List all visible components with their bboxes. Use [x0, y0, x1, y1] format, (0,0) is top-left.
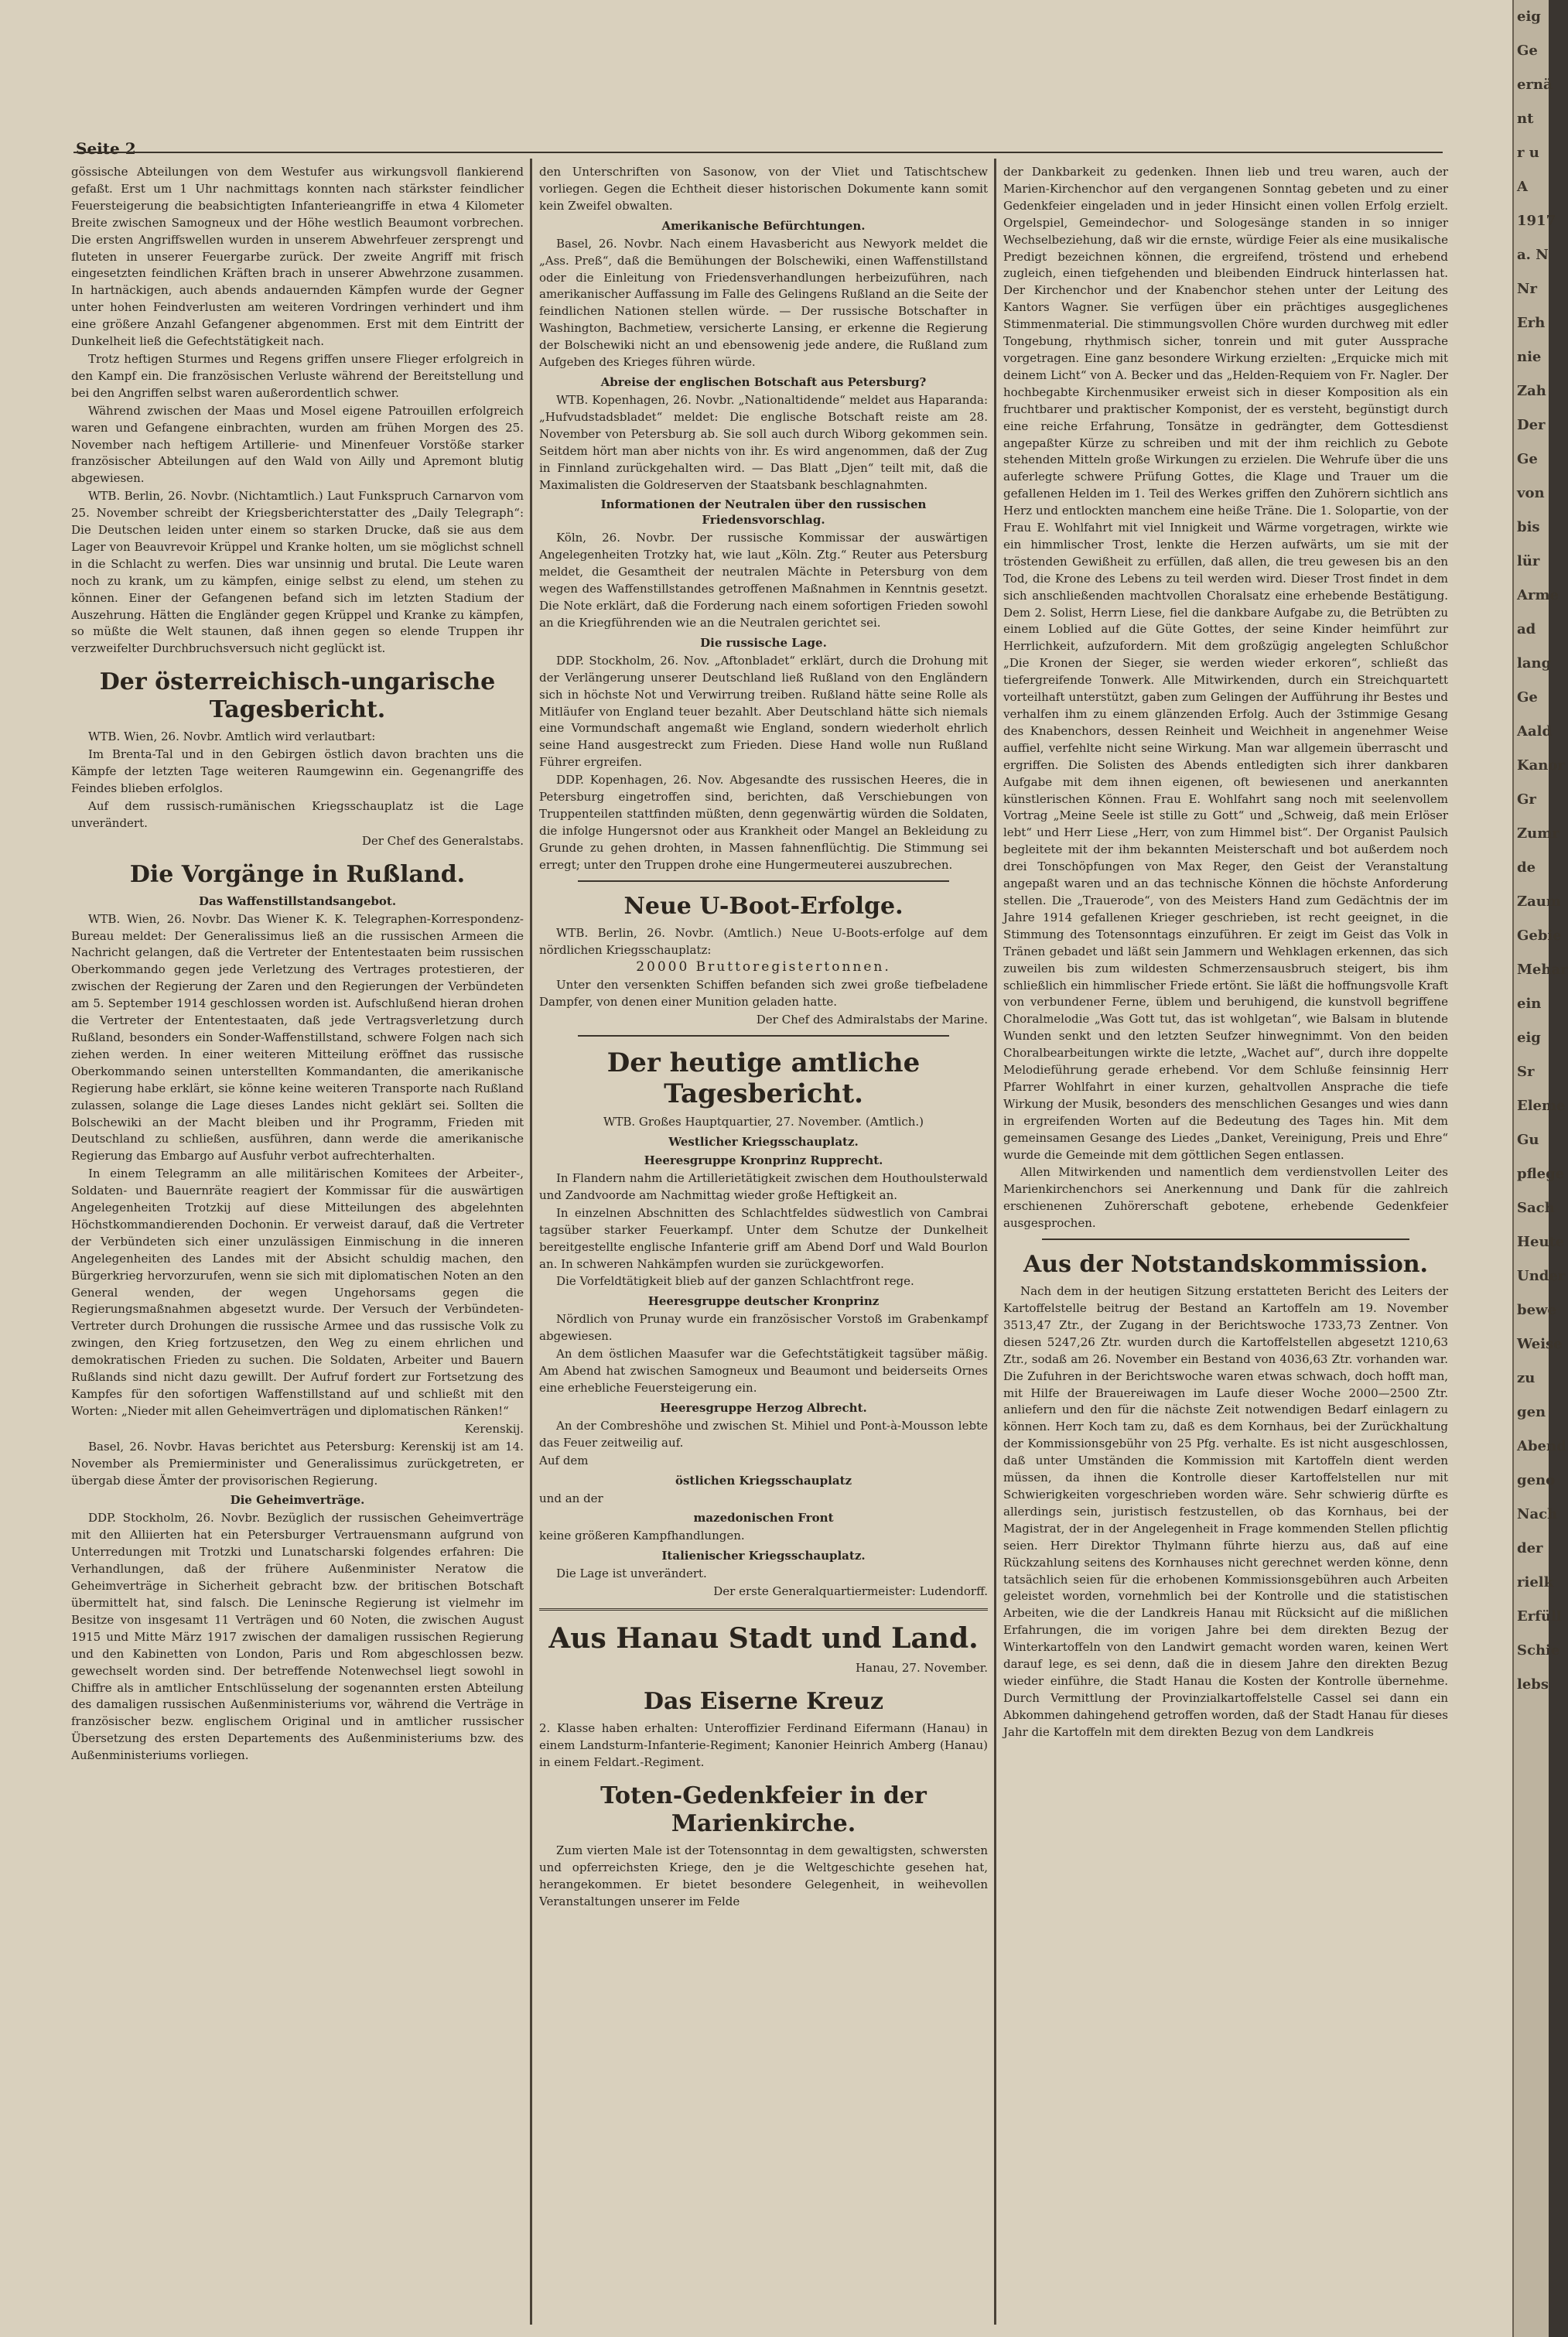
adjacent-page-fragment: lang [1517, 655, 1552, 671]
subheadline: mazedonischen Front [693, 1511, 834, 1526]
article-text: WTB. Wien, 26. Novbr. Amtlich wird verlautbart: [88, 729, 376, 744]
adjacent-page-fragment: ad [1517, 621, 1536, 637]
article-text: Zum vierten Male ist der Totensonntag in dem gewaltigsten, schwersten und opferreichsten Kriege, den je die Weltgeschichte gesehen hat, herangekommen. Er bietet besondere Gelegenheit, in weihevollen Veranstaltungen unserer im Felde [539, 1843, 988, 1908]
adjacent-page-fragment: lür [1517, 553, 1540, 569]
adjacent-page-fragment: nie [1517, 349, 1542, 365]
subheadline: Abreise der englischen Botschaft aus Petersburg? [600, 374, 927, 389]
adjacent-page-fragment: ernä [1517, 77, 1553, 93]
article-text: der Dankbarkeit zu gedenken. Ihnen lieb und treu waren, auch der Marien-Kirchenchor auf den vergangenen Sonntag gebeten und zu einer Gedenkfeier eingeladen und in jeder Hinsicht einen vollen Erfolg erzielt. Orgelspiel, Gemeindechor- und Sologesänge standen in so inniger Wechselbeziehung, daß wir die ernste, würdige Feier als eine musikalische Predigt bezeichnen können, die ergreifend, tröstend und erhebend zugleich, einen tiefgehenden und bleibenden Eindruck hinterlassen hat. Der Kirchenchor und der Knabenchor stehen unter der Leitung des Kantors Wagner. Sie verfügen über ein prächtiges ausgeglichenes Stimmenmaterial. Die stimmungsvollen Chöre wurden durchweg mit edler Tongebung, rhythmisch sicher, tonrein und mit guter Aussprache vorgetragen. Eine ganz besondere Wirkung erzielten: „Erquicke mich mit deinem Licht“ von A. Becker und das „Helden-Requiem von Fr. Nagler. Der hochbegabte Kirchenmusiker erweist sich in dieser Komposition als ein fruchtbarer und praktischer Komponist, der es versteht, begünstigt durch eine reiche Erfahrung, Tonsätze in gedrängter, dem Gottesdienst angepaßter Kürze zu schreiben und mit der ihm reichlich zu Gebote stehenden Mitteln große Wirkungen zu erzielen. Die Wehrufe über die uns auferlegte schwere Prüfung Gottes, die Klage und Trauer um die gefallenen Helden im 1. Teil des Werkes griffen den Zuhörern sichtlich ans Herz und entlockten manchem eine heiße Träne. Die 1. Solopartie, von der Frau E. Wohlfahrt mit viel Innigkeit und Wärme vorgetragen, wirkte wie ein himmlischer Trost, lenkte die Herzen aufwärts, um sie mit der tröstenden Gewißheit zu erfüllen, daß allen, die treu gewesen bis an den Tod, die Krone des Lebens zu teil werden wird. Dieser Trost findet in dem sich anschließenden machtvollen Choralsatz eine erhebende Bestätigung. Dem 2. Solist, Herrn Liese, fiel die dankbare Aufgabe zu, die Betrübten zu einem Loblied auf die Güte Gottes, der seine Kinder heimführt zur Herrlichkeit, aufzufordern. Mit dem großzügig angelegten Schlußchor „Die Kronen der Sieger, sie werden wieder erkoren“, schließt das tiefergreifende Tonwerk. Alle Mitwirkenden, durch ein Streichquartett vorteilhaft unterstützt, gaben zum Gelingen der Aufführung ihr Bestes und verhalfen ihm zu einem glänzenden Erfolg. Auch der 3stimmige Gesang des Knabenchors, dessen Reinheit und Weichheit in angenehmer Weise auffiel, verfehlte nicht seine Wirkung. Man war allgemein überrascht und ergriffen. Die Solisten des Abends entledigten sich ihrer dankbaren Aufgabe mit dem ihnen eigenen, oft bewiesenen und anerkannten künstlerischen Können. Frau E. Wohlfahrt sang noch mit seelenvollem Vortrag „Meine Seele ist stille zu Gott“ und „Schweig, daß mein Erlöser lebt“ und Herr Liese „Herr, von zum Himmel bist“. Der Organist Paulsich begleitete mit der ihm bekannten Meisterschaft und bot außerdem noch drei Tonschöpfungen von Max Reger, den Geist der Veranstaltung angepaßt waren und an das technische Können die höchste Anforderung stellen. Die „Trauerode“, von des Meisters Hand zum Gedächtnis der im Jahre 1914 gefallenen Krieger geschrieben, ist recht geeignet, in die Stimmung des Totensonntags einzuführen. Er zeigt im Geist das Volk in Tränen gebadet und läßt sein Jammern und Wehklagen erkennen, das sich zuweilen bis zum wildesten Schmerzensausbruch steigert, bis ihm schließlich ein himmlischer Friede ertönt. Sie läßt die hoffnungsvolle Kraft von verbundener Ferne, üblem und beruhigend, die kunstvoll begriffene Choralmelodie „Was Gott tut, das ist wohlgetan“, wie Balsam in blutende Wunden senkt und den letzten Seufzer hinwegnimmt. Von den beiden Choralbearbeitungen wirkte die letzte, „Wachet auf“, durch ihre doppelte Melodieführung gerade erhebend. Vor dem Schluße feinsinnig Herr Pfarrer Wohlfahrt in einer kurzen, gehaltvollen Ansprache die tiefe Wirkung der Musik, besonders des menschlichen Gesanges und wies dann in ergreifenden Worten auf die Bedeutung des Tages hin. Mit dem gemeinsamen Gesange des Liedes „Danket, Vereinigung, Preis und Ehre“ wurde die Gemeinde mit dem göttlichen Segen entlassen. [1003, 165, 1448, 1162]
section-rule [539, 1608, 988, 1611]
section-rule [1042, 1239, 1409, 1240]
adjacent-page-fragment: Nach [1517, 1506, 1558, 1522]
article-text: WTB. Berlin, 26. Novbr. (Amtlich.) Neue U-Boots-erfolge auf dem nördlichen Kriegsschauplatz: [539, 925, 988, 957]
adjacent-page-fragment: ein [1517, 996, 1542, 1012]
adjacent-page-fragment: Zaum [1517, 893, 1561, 910]
adjacent-page-fragment: r u [1517, 145, 1539, 161]
article-text: Nach dem in der heutigen Sitzung erstatteten Bericht des Leiters der Kartoffelstelle beitrug der Bestand an Kartoffeln am 19. November 3513,47 Ztr., der Zugang in der Berichtswoche 1733,73 Zentner. Von diesen 5247,26 Ztr. wurden durch die Kartoffelstellen abgesetzt 1210,63 Ztr., sodaß am 26. November ein Bestand von 4036,63 Ztr. vorhanden war. Die Zufuhren in der Berichtswoche waren etwas schwach, doch hofft man, mit Hilfe der Brauereiwagen im Laufe dieser Woche 2000—2500 Ztr. anliefern und den für die nächste Zeit notwendigen Bedarf einlagern zu können. Herr Koch tam zu, daß es dem Kornhaus, bei der Zurückhaltung der Kommissionsgebühr von 25 Pfg. verhalte. Es ist nicht ausgeschlossen, daß unter Umständen die Kommission mit Kartoffeln dient werden müssen, da ihnen die Kontrolle dieser Kartoffelstellen nur mit Schwierigkeiten vorgeschrieben worden wäre. Sehr schwierig dürfte es allerdings sein, juristisch festzustellen, ob das Kornhaus, bei der Magistrat, der in der Angelegenheit in Frage kommenden Stellen pflichtig seien. Herr Direktor Thylmann führte hierzu aus, daß auf eine Rückzahlung seitens des Kornhauses nicht gerechnet werden könne, denn tatsächlich seien für die erhobenen Kommissionsgebühren auch Arbeiten geleistet worden, vornehmlich bei der Kontrolle und die statistischen Arbeiten, wie die der Landkreis Hanau mit Rücksicht auf die mißlichen Erfahrungen, die im vorigen Jahre bei dem direkten Bezug der Winterkartoffeln von den Landwirt gemacht worden waren, keinen Wert darauf lege, es sei denn, daß die in diesem Jahre den direkten Bezug wieder einführe, die Stadt Hanau die Kosten der Kontrolle übernehme. Durch Vermittlung der Provinzialkartoffelstelle Cassel sei dann ein Abkommen dahingehend getroffen worden, daß der Stadt Hanau für dieses Jahr die Kartoffeln mit dem direkten Bezug von dem Landkreis [1003, 1284, 1448, 1739]
adjacent-page-fragment: Abend [1517, 1438, 1566, 1454]
article-text: Die Lage ist unverändert. [556, 1567, 707, 1581]
adjacent-page-fragment: Zumr [1517, 825, 1559, 842]
column-3 [1003, 164, 1448, 2330]
headline-daily-official-report: Der heutige amtliche Tagesbericht. [606, 1047, 921, 1110]
article-text: gössische Abteilungen von dem Westufer aus wirkungsvoll flankierend gefaßt. Erst um 1 Uhr nachmittags konnten nach stärkster feindlicher Feuersteigerung die beabsichtigten Infanterieangriffe in etwa 4 Kilometer Breite zwischen Samogneux und der Höhe westlich Beaumont vorbrechen. Die ersten Angriffswellen wurden in unserem Abwehrfeuer zersprengt und fluteten in unserer Feuergarbe zurück. Der zweite Angriff mit frisch eingesetzten feindlichen Kräften brach in unserer Abwehrzone zusammen. In hartnäckigen, auch abends andauernden Kämpfen wurde der Gegner unter hohen Feindverlusten am weiteren Vordringen verhindert und ihm eine größere Anzahl Gefangener abgenommen. Erst mit dem Eintritt der Dunkelheit ließ die Gefechtstätigkeit nach. [71, 165, 524, 349]
adjacent-page-fragment: von [1517, 485, 1545, 501]
article-text: Während zwischen der Maas und Mosel eigene Patrouillen erfolgreich waren und Gefangene einbrachten, wurden am frühen Morgen des 25. November nach heftigem Artillerie- und Minenfeuer Vorstöße starker französischer Abteilungen auf den Wald von Ailly und Apremont blutig abgewiesen. [71, 403, 524, 486]
article-text: In Flandern nahm die Artillerietätigkeit zwischen dem Houthoulsterwald und Zandvoorde am Nachmittag wieder große Heftigkeit an. [539, 1170, 988, 1202]
adjacent-page-fragment: Mehar [1517, 962, 1568, 978]
subheadline: östlichen Kriegsschauplatz [675, 1473, 852, 1488]
dateline: Hanau, 27. November. [856, 1661, 988, 1676]
subheadline: Die Geheimverträge. [230, 1493, 365, 1508]
adjacent-page-fragment: Der [1517, 417, 1546, 433]
adjacent-page-fragment: lebs [1517, 1676, 1549, 1693]
signature: Der Chef des Admiralstabs der Marine. [756, 1013, 988, 1027]
adjacent-page-fragment: Gr [1517, 791, 1536, 808]
article-text: Auf dem [539, 1453, 589, 1467]
adjacent-page-fragment: Gu [1517, 1132, 1539, 1148]
subheadline: Heeresgruppe deutscher Kronprinz [647, 1294, 880, 1309]
adjacent-page-fragment: Heute [1517, 1234, 1565, 1250]
adjacent-page-fragment: Under [1517, 1268, 1566, 1284]
subheadline: Westlicher Kriegsschauplatz. [668, 1134, 859, 1149]
adjacent-page-fragment: Ge [1517, 451, 1538, 467]
article-text: Basel, 26. Novbr. Nach einem Havasbericht aus Newyork meldet die „Ass. Preß“, daß die Bemühungen der Bolschewiki, einen Waffenstillstand oder die Einleitung von Friedensverhandlungen herbeizuführen, nach amerikanischer Auffassung im Falle des Gelingens Rußland an die Seite der feindlichen Nationen stellen würde. — Der russische Botschafter in Washington, Bachmetiew, versicherte Lansing, er erkenne die Regierung der Bolschewiki nicht an und ebensowenig jede andere, die Rußland zum Aufgeben des Krieges führen würde. [539, 236, 988, 370]
article-text: Unter den versenkten Schiffen befanden sich zwei große tiefbeladene Dampfer, von denen einer Munition geladen hatte. [539, 978, 988, 1010]
article-text: Köln, 26. Novbr. Der russische Kommissar der auswärtigen Angelegenheiten Trotzky hat, wie laut „Köln. Ztg.“ Reuter aus Petersburg meldet, die Gesamtheit der neutralen Mächte in Petersburg von dem wegen des Waffenstillstandes getroffenen Maßnahmen in Kenntnis gesetzt. Die Note erklärt, daß die Forderung nach einem sofortigen Frieden sowohl an die Kriegführenden wie an die Neutralen gerichtet sei. [539, 531, 988, 630]
subheadline: Heeresgruppe Kronprinz Rupprecht. [644, 1153, 883, 1167]
article-text: In einem Telegramm an alle militärischen Komitees der Arbeiter-, Soldaten- und Bauernräte reagiert der Kommissar für die auswärtigen Angelegenheiten Trotzkij auf diese Mitteilungen des abgelehnten Höchstkommandierenden Dochonin. Er verweist darauf, daß die Vertreter der Verbündeten sich einer unzulässigen Einmischung in die inneren Angelegenheiten des Landes mit der Absicht schuldig machen, den Bürgerkrieg hervorzurufen, wenn sie sich mit diplomatischen Noten an den General wenden, der wegen Ungehorsams gegen die Regierungsmaßnahmen abgesetzt wurde. Der Versuch der Verbündeten-Vertreter durch Drohungen die russische Armee und das russische Volk zu zwingen, den Krieg fortzusetzen, den Weg zu einem ehrlichen und demokratischen Frieden zu suchen. Die Soldaten, Arbeiter und Bauern Rußlands sind nicht dazu gewillt. Der Aufruf fordert zur Fortsetzung des Kampfes für den sofortigen Waffenstillstand auf und schließt mit den Worten: „Nieder mit allen Geheimverträgen und diplomatischen Ränken!“ [71, 1167, 524, 1418]
article-text: DDP. Stockholm, 26. Novbr. Bezüglich der russischen Geheimverträge mit den Alliierten hat ein Petersburger Vertrauensmann aufgrund von Unterredungen mit Trotzki und Lunatscharski folgendes erfahren: Die Verhandlungen, daß der frühere Außenminister Neratow die Geheimverträge in Sicherheit gebracht bzw. der britischen Botschaft übermittelt hat, sind falsch. Die Leninsche Regierung ist vielmehr im Besitze von insgesamt 11 Verträgen und 60 Noten, die zwischen August 1915 und Mitte März 1917 zwischen der damaligen russischen Regierung und den Kabinetten von London, Paris und Rom abgeschlossen bezw. gewechselt worden sind. Der betreffende Notenwechsel liegt sowohl in Chiffre als in amtlicher Entschlüsselung der sogenannten ersten Abteilung des damaligen russischen Außenministeriums vor, während die Verträge in französischer bezw. englischem Original und in amtlicher russischer Übersetzung des ersten Departements des Außenministeriums bzw. des Außenministeriums vorliegen. [71, 1511, 524, 1763]
article-text: Basel, 26. Novbr. Havas berichtet aus Petersburg: Kerenskij ist am 14. November als Premierminister und Generalissimus zurückgetreten, er übergab diese Ämter der provisorischen Regierung. [71, 1439, 524, 1488]
adjacent-page-fragment: Sr [1517, 1064, 1535, 1080]
subheadline: Amerikanische Befürchtungen. [661, 218, 866, 233]
article-text: An dem östlichen Maasufer war die Gefechtstätigkeit tagsüber mäßig. Am Abend hat zwischen Samogneux und Beaumont und beiderseits Ornes eine erhebliche Feuersteigerung ein. [539, 1347, 988, 1395]
column-rule-2 [994, 159, 996, 2325]
article-text: Trotz heftigen Sturmes und Regens griffen unsere Flieger erfolgreich in den Kampf ein. Die französischen Verluste während der Bereitstellung und bei den Angriffen selbst waren außerordentlich schwer. [71, 351, 524, 400]
adjacent-page-fragment: Erh [1517, 315, 1546, 331]
adjacent-page-fragment: Gebie [1517, 928, 1562, 944]
adjacent-page-fragment: pflege [1517, 1166, 1565, 1182]
signature: Der Chef des Generalstabs. [361, 833, 524, 848]
adjacent-page-fragment: Weise [1517, 1336, 1563, 1352]
subheadline: Heeresgruppe Herzog Albrecht. [660, 1400, 867, 1415]
adjacent-page-fragment: nt [1517, 111, 1534, 127]
subheadline: Die russische Lage. [700, 635, 827, 650]
article-text: DDP. Kopenhagen, 26. Nov. Abgesandte des russischen Heeres, die in Petersburg eingetroffen sind, berichten, daß Verschiebungen von Truppenteilen stattfinden müßten, denn gegenwärtig würden die Soldaten, die infolge Hungersnot oder aus Krankheit oder Mangel an Bekleidung zu Grunde zu gehen drohten, in Massen fahnenflüchtig. Die Stimmung sei erregt; unter den Truppen drohe eine Hungermeuterei auszubrechen. [539, 773, 988, 872]
headline-events-in-russia: Die Vorgänge in Rußland. [129, 860, 466, 888]
adjacent-page-fragment: Kanor [1517, 757, 1565, 774]
adjacent-page-fragment: der [1517, 1540, 1543, 1556]
adjacent-page-fragment: bis [1517, 519, 1540, 535]
section-rule [578, 880, 949, 882]
column-rule-1 [530, 159, 532, 2325]
headline-austro-hungarian-report: Der österreichisch-ungarische Tagesbericht. [99, 668, 496, 724]
article-text: 2. Klasse haben erhalten: Unteroffizier Ferdinand Eifermann (Hanau) in einem Landsturm-Infanterie-Regiment; Kanonier Heinrich Amberg (Hanau) in einem Feldart.-Regiment. [539, 1721, 988, 1769]
adjacent-page-fragment: Zah [1517, 383, 1546, 399]
top-rule [73, 152, 1443, 158]
adjacent-page-fragment: rielk [1517, 1574, 1554, 1590]
headline-u-boat-successes: Neue U-Boot-Erfolge. [623, 892, 904, 920]
adjacent-page-fragment: 1917 [1517, 213, 1556, 229]
subheadline: Italienischer Kriegsschauplatz. [661, 1549, 866, 1563]
adjacent-page-fragment: gen [1517, 1404, 1546, 1420]
page-number: Seite 2 [76, 139, 136, 158]
adjacent-page-fragment: Sach [1517, 1200, 1555, 1216]
column-1 [71, 164, 524, 2330]
article-text: den Unterschriften von Sasonow, von der Vliet und Tatischtschew vorliegen. Gegen die Echtheit dieser historischen Dokumente kann somit kein Zweifel obwalten. [539, 165, 988, 213]
section-rule [578, 1035, 949, 1037]
article-text: keine größeren Kampfhandlungen. [539, 1529, 745, 1543]
dateline: WTB. Großes Hauptquartier, 27. November. (Amtlich.) [603, 1115, 924, 1129]
adjacent-page-fragment: Nr [1517, 281, 1537, 297]
adjacent-page-fragment: Aald [1517, 723, 1553, 740]
headline-iron-cross: Das Eiserne Kreuz [644, 1688, 883, 1716]
column-2 [539, 164, 988, 2330]
headline-hanau-city-and-country: Aus Hanau Stadt und Land. [548, 1622, 979, 1655]
adjacent-page-fragment: Ge [1517, 43, 1538, 59]
adjacent-page-fragment: Eleme [1517, 1098, 1566, 1114]
subheadline: Informationen der Neutralen über den russischen Friedensvorschlag. [600, 497, 927, 528]
article-text: Allen Mitwirkenden und namentlich dem verdienstvollen Leiter des Marienkirchenchors sei Anerkennung und Dank für die zahlreich erschienenen Zuhörerschaft gebotene, erhebende Gedenkfeier ausgesprochen. [1003, 1165, 1448, 1231]
article-text: WTB. Berlin, 26. Novbr. (Nichtamtlich.) Laut Funkspruch Carnarvon vom 25. November schreibt der Kriegsberichterstatter des „Daily Telegraph“: Die Deutschen leiden unter einem so starken Drucke, daß sie aus dem Lager von Beauvrevoir Krüppel und Kranke holten, um sie möglichst schnell in die Schlacht zu werfen. Dies war unsinnig und brutal. Die Leute waren noch zu krank, um zu kämpfen, einige selbst zu elend, um stehen zu können. Einer der Gefangenen befand sich im letzten Stadium der Auszehrung. Hätten die Engländer gegen Krüppel und Kranke zu kämpfen, so müßte die Welt staunen, daß ihnen gegen so elende Truppen ihr verzweifelter Durchbruchsversuch nicht geglückt ist. [71, 489, 524, 656]
article-text: An der Combreshöhe und zwischen St. Mihiel und Pont-à-Mousson lebte das Feuer zeitweilig auf. [539, 1418, 988, 1450]
article-text: In einzelnen Abschnitten des Schlachtfeldes südwestlich von Cambrai tagsüber starker Feuerkampf. Unter dem Schutze der Dunkelheit bereitgestellte englische Infanterie griff am Abend Dorf und Wald Bourlon an. In schweren Nahkämpfen wurden sie zurückgeworfen. [539, 1205, 988, 1271]
article-text: WTB. Wien, 26. Novbr. Das Wiener K. K. Telegraphen-Korrespondenz-Bureau meldet: Der Generalissimus ließ an die russischen Armeen die Nachricht gelangen, daß die Vertreter der Ententestaaten beim russischen Oberkommando gegen jede Verletzung des Vertrages protestieren, der zwischen der Regierung der Zaren und den Regierungen der Verbündeten am 5. September 1914 geschlossen worden ist. Aufschlußend hieran drohen die Vertreter der Ententestaaten, daß jede Vertragsverletzung durch Rußland, besonders ein Sonder-Waffenstillstand, schwere Folgen nach sich ziehen werden. In einer weiteren Mitteilung eröffnet das russische Oberkommando seinen unterstellten Kommandanten, die amerikanische Regierung habe erklärt, sie könne keine weiteren Transporte nach Rußland zulassen, solange die Lage dieses Landes nicht geklärt sei. Sollten die Bolschewiki an der Macht bleiben und ihr Programm, Frieden mit Deutschland zu schließen, ausführen, dann werde die amerikanische Regierung das Embargo auf Ausfuhr verbot aufrechterhalten. [71, 911, 524, 1163]
adjacent-page-fragment: de [1517, 859, 1536, 876]
article-text: Nördlich von Prunay wurde ein französischer Vorstoß im Grabenkampf abgewiesen. [539, 1312, 988, 1344]
signature: Der erste Generalquartiermeister: Ludendorff. [713, 1584, 988, 1599]
headline-memorial-service: Toten-Gedenkfeier in der Marienkirche. [600, 1782, 927, 1837]
adjacent-page-fragment: A [1517, 179, 1528, 195]
tonnage-figure: 20000 Bruttoregistertonnen. [636, 959, 891, 975]
adjacent-page-fragment: a. N [1517, 247, 1549, 263]
adjacent-page-strip [1512, 0, 1568, 2337]
adjacent-page-fragment: Erfüll [1517, 1608, 1562, 1625]
signature: Kerenskij. [464, 1421, 524, 1436]
adjacent-page-fragment: Ge [1517, 689, 1538, 706]
adjacent-page-fragment: Arme [1517, 587, 1559, 603]
adjacent-page-fragment: eig [1517, 1030, 1541, 1046]
article-text: Im Brenta-Tal und in den Gebirgen östlich davon brachten uns die Kämpfe der letzten Tage weiteren Raumgewinn ein. Gegenangriffe des Feindes blieben erfolglos. [71, 747, 524, 795]
article-text: Auf dem russisch-rumänischen Kriegsschauplatz ist die Lage unverändert. [71, 798, 524, 830]
article-text: und an der [539, 1491, 603, 1505]
adjacent-page-fragment: bewe [1517, 1302, 1556, 1318]
article-text: WTB. Kopenhagen, 26. Novbr. „Nationaltidende“ meldet aus Haparanda: „Hufvudstadsbladet“ meldet: Die englische Botschaft reiste am 28. November von Petersburg ab. Sie soll auch durch Wiborg gekommen sein. Seitdem hört man aber nichts von ihr. Es wird angenommen, daß der Zug in Finnland zurückgehalten wird. — Das Blatt „Djen“ teilt mit, daß die Maximalisten die Goldreserven der Staatsbank beschlagnahmten. [539, 392, 988, 492]
article-text: DDP. Stockholm, 26. Nov. „Aftonbladet“ erklärt, durch die Drohung mit der Verlängerung unserer Deutschland ließ Rußland von den Engländern sich in höchste Not und Verwirrung treiben. Rußland hätte seine Rolle als Mitläufer von England teuer bezahlt. Aber Deutschland hätte sich niemals eine Vormundschaft angemaßt wie England, sondern wiederholt ehrlich seine Hand ausgestreckt zum Frieden. Diese Hand wolle nun Rußland Führer ergreifen. [539, 653, 988, 770]
adjacent-page-fragment: Schie [1517, 1642, 1560, 1659]
headline-emergency-commission: Aus der Notstandskommission. [1023, 1251, 1428, 1279]
subheadline: Das Waffenstillstandsangebot. [198, 893, 397, 908]
article-text: Die Vorfeldtätigkeit blieb auf der ganzen Schlachtfront rege. [556, 1274, 914, 1289]
adjacent-page-fragment: eig [1517, 9, 1541, 25]
adjacent-page-fragment: zu [1517, 1370, 1536, 1386]
adjacent-page-fragment: geno [1517, 1472, 1556, 1488]
